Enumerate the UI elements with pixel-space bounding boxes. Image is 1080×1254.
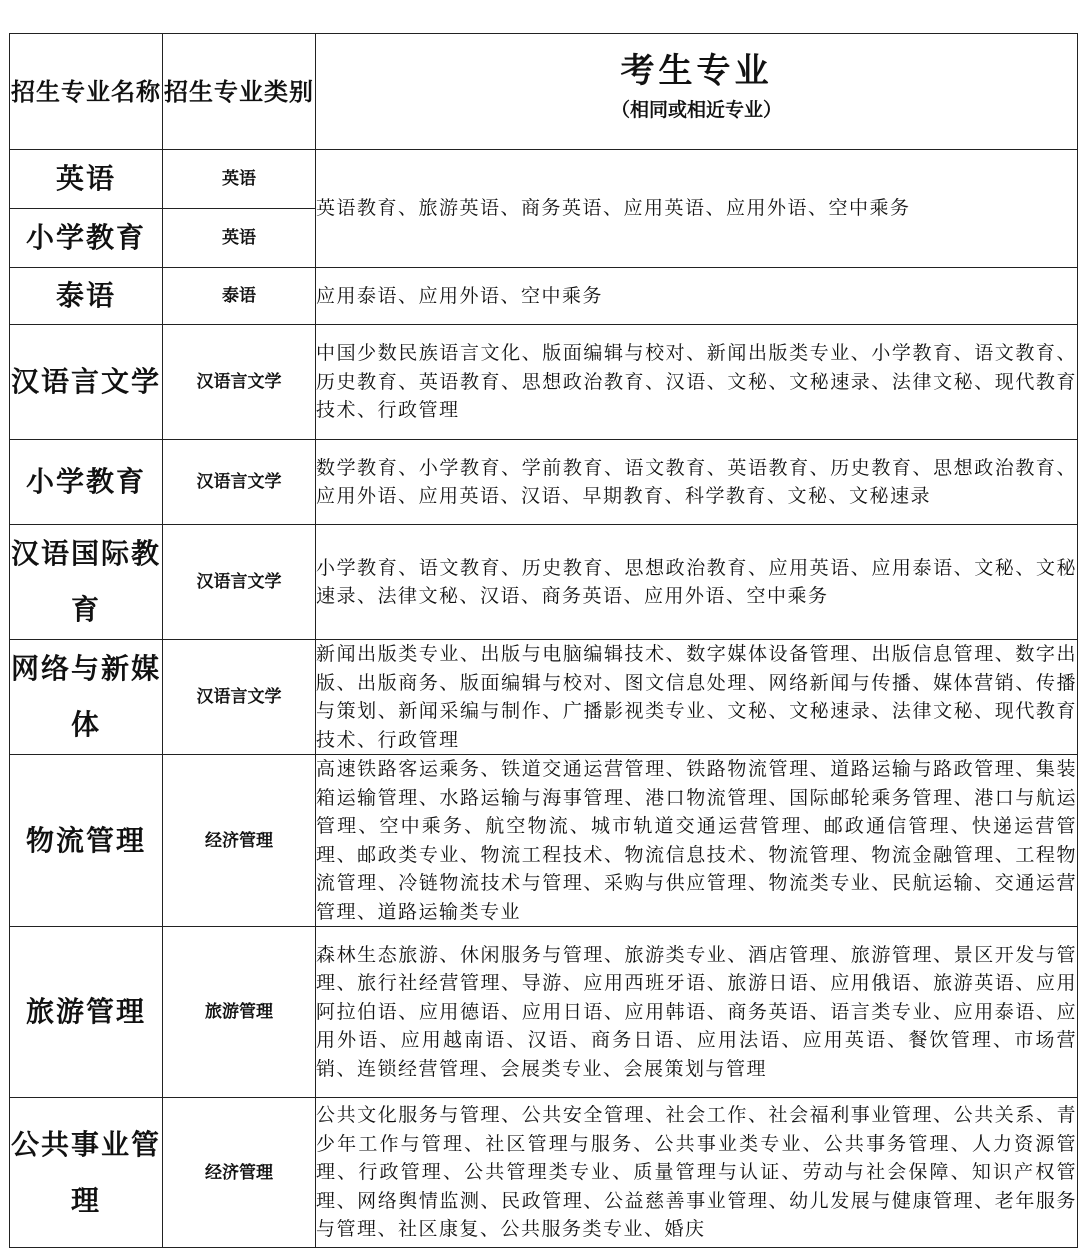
major-name: 汉语言文学: [10, 325, 163, 440]
major-category: 英语: [163, 150, 316, 209]
related-majors: 英语教育、旅游英语、商务英语、应用英语、应用外语、空中乘务: [316, 150, 1078, 268]
major-name: 旅游管理: [10, 927, 163, 1098]
major-category: 旅游管理: [163, 927, 316, 1098]
header-major-category: 招生专业类别: [163, 34, 316, 150]
table-row: [10, 640, 1078, 755]
header-row: [10, 34, 1078, 150]
related-majors: 中国少数民族语言文化、版面编辑与校对、新闻出版类专业、小学教育、语文教育、历史教育、英语教育、思想政治教育、汉语、文秘、文秘速录、法律文秘、现代教育技术、行政管理: [316, 325, 1078, 440]
major-category: 汉语言文学: [163, 440, 316, 525]
table-row: [10, 440, 1078, 525]
major-name: 小学教育: [10, 209, 163, 268]
table-row: [10, 1098, 1078, 1248]
header-major-name: 招生专业名称: [10, 34, 163, 150]
header-applicant-major-subtitle: （相同或相近专业）: [610, 98, 782, 121]
related-majors: 应用泰语、应用外语、空中乘务: [316, 268, 1078, 325]
table-row: [10, 325, 1078, 440]
major-name: 公共事业管理: [10, 1098, 163, 1248]
related-majors: 森林生态旅游、休闲服务与管理、旅游类专业、酒店管理、旅游管理、景区开发与管理、旅行社经营管理、导游、应用西班牙语、旅游日语、应用俄语、旅游英语、应用阿拉伯语、应用德语、应用日语、应用韩语、商务英语、语言类专业、应用泰语、应用外语、应用越南语、汉语、商务日语、应用法语、应用英语、餐饮管理、市场营销、连锁经营管理、会展类专业、会展策划与管理: [316, 927, 1078, 1098]
major-name: 英语: [10, 150, 163, 209]
admissions-majors-table: [9, 33, 1078, 1248]
major-category: 经济管理: [163, 1098, 316, 1248]
major-category: 汉语言文学: [163, 525, 316, 640]
related-majors: 小学教育、语文教育、历史教育、思想政治教育、应用英语、应用泰语、文秘、文秘速录、法律文秘、汉语、商务英语、应用外语、空中乘务: [316, 525, 1078, 640]
table-row: [10, 755, 1078, 927]
major-category: 泰语: [163, 268, 316, 325]
major-category: 英语: [163, 209, 316, 268]
major-category: 汉语言文学: [163, 640, 316, 755]
related-majors: 公共文化服务与管理、公共安全管理、社会工作、社会福利事业管理、公共关系、青少年工作与管理、社区管理与服务、公共事业类专业、公共事务管理、人力资源管理、行政管理、公共管理类专业、质量管理与认证、劳动与社会保障、知识产权管理、网络舆情监测、民政管理、公益慈善事业管理、幼儿发展与健康管理、老年服务与管理、社区康复、公共服务类专业、婚庆: [316, 1098, 1078, 1248]
table-row: [10, 268, 1078, 325]
major-category: 汉语言文学: [163, 325, 316, 440]
major-name: 物流管理: [10, 755, 163, 927]
table-row: [10, 927, 1078, 1098]
table-row: [10, 525, 1078, 640]
major-category: 经济管理: [163, 755, 316, 927]
major-name: 泰语: [10, 268, 163, 325]
related-majors: 新闻出版类专业、出版与电脑编辑技术、数字媒体设备管理、出版信息管理、数字出版、出版商务、版面编辑与校对、图文信息处理、网络新闻与传播、媒体营销、传播与策划、新闻采编与制作、广播影视类专业、文秘、文秘速录、法律文秘、现代教育技术、行政管理: [316, 640, 1078, 755]
header-applicant-major: [316, 34, 1078, 150]
major-name: 网络与新媒体: [10, 640, 163, 755]
major-name: 汉语国际教育: [10, 525, 163, 640]
related-majors: 数学教育、小学教育、学前教育、语文教育、英语教育、历史教育、思想政治教育、应用外语、应用英语、汉语、早期教育、科学教育、文秘、文秘速录: [316, 440, 1078, 525]
table-row: [10, 150, 1078, 209]
major-name: 小学教育: [10, 440, 163, 525]
header-applicant-major-title: 考生专业: [620, 50, 773, 91]
related-majors: 高速铁路客运乘务、铁道交通运营管理、铁路物流管理、道路运输与路政管理、集装箱运输管理、水路运输与海事管理、港口物流管理、国际邮轮乘务管理、港口与航运管理、空中乘务、航空物流、城市轨道交通运营管理、邮政通信管理、快递运营管理、邮政类专业、物流工程技术、物流信息技术、物流管理、物流金融管理、工程物流管理、冷链物流技术与管理、采购与供应管理、物流类专业、民航运输、交通运营管理、道路运输类专业: [316, 755, 1078, 927]
